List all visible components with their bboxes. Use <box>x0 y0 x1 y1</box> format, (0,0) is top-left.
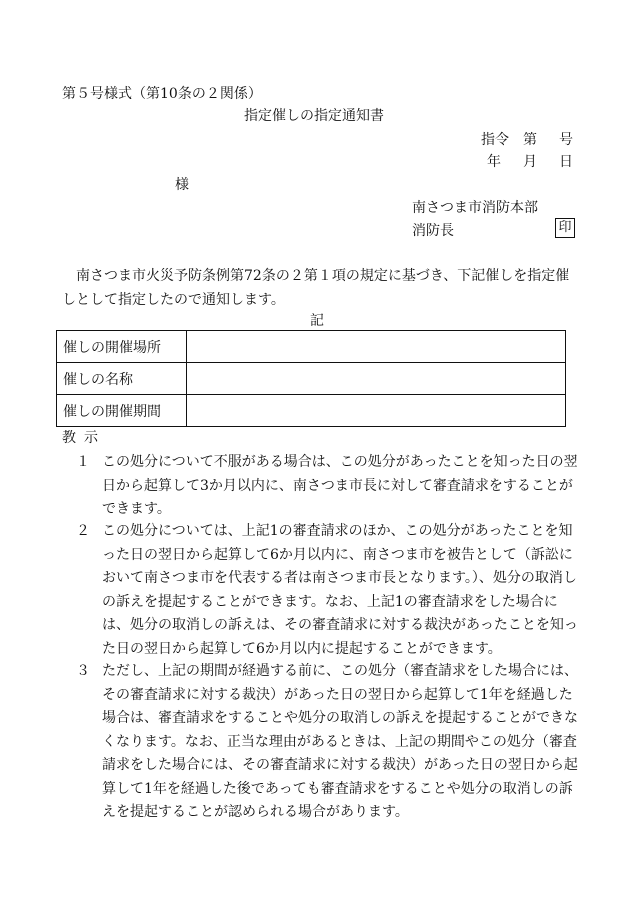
document-title: 指定催しの指定通知書 <box>244 108 384 124</box>
date-line <box>477 152 573 172</box>
intro-paragraph: 南さつま市火災予防条例第72条の２第１項の規定に基づき、下記催しを指定催しとして指定したので通知します。 <box>62 268 570 308</box>
date-year: 年 <box>487 154 501 170</box>
notice-number-prefix: 指令 <box>481 132 509 148</box>
kyoji-item-number: ２ <box>76 523 90 539</box>
kyoji-item-text: この処分については、上記1の審査請求のほか、この処分があったことを知った日の翌日から起算して6か月以内に、南さつま市を被告として（訴訟において南さつま市を代表する者は南さつま市長となります。）、処分の取消しの訴えを提起することができます。なお、上記1の審査請求をした場合には、処分の取消しの訴えは、その審査請求に対する裁決があったことを知った日の翌日から起算して6か月以内に提起することができます。 <box>102 523 578 657</box>
kyoji-item-number: ３ <box>76 663 90 679</box>
event-period-field[interactable] <box>187 395 566 427</box>
form-number: 第５号様式（第10条の２関係） <box>62 86 262 102</box>
kyoji-item-text: この処分について不服がある場合は、この処分があったことを知った日の翌日から起算して3か月以内に、南さつま市長に対して審査請求をすることができます。 <box>102 454 578 517</box>
date-day: 日 <box>559 154 573 170</box>
seal-mark: 印 <box>555 218 575 238</box>
kyoji-item-number: １ <box>76 454 90 470</box>
kyoji-item <box>62 660 582 825</box>
sender-department: 南さつま市消防本部 <box>412 200 538 216</box>
table-label-cell: 催しの開催期間 <box>57 395 187 427</box>
date-month: 月 <box>523 154 537 170</box>
event-venue-field[interactable] <box>187 331 566 363</box>
table-label-cell: 催しの開催場所 <box>57 331 187 363</box>
notice-number-suffix: 号 <box>559 132 573 148</box>
kyoji-item <box>62 520 582 661</box>
table-row <box>57 395 566 427</box>
kyoji-item-text: ただし、上記の期間が経過する前に、この処分（審査請求をした場合には、その審査請求に対する裁決）があった日の翌日から起算して1年を経過した場合は、審査請求をすることや処分の取消しの訴えを提起することができなくなります。なお、正当な理由があるときは、上記の期間やこの処分（審査請求をした場合には、その審査請求に対する裁決）があった日の翌日から起算して1年を経過した後であっても審査請求をすることや処分の取消しの訴えを提起することが認められる場合があります。 <box>102 663 578 820</box>
ki-heading: 記 <box>310 313 324 329</box>
notice-number-line <box>471 130 573 150</box>
addressee-suffix: 様 <box>175 177 189 193</box>
table-row <box>57 363 566 395</box>
event-name-field[interactable] <box>187 363 566 395</box>
kyoji-heading: 教示 <box>62 430 106 446</box>
table-row <box>57 331 566 363</box>
notice-number-middle: 第 <box>523 132 537 148</box>
kyoji-item <box>62 451 582 522</box>
event-info-table <box>56 330 566 427</box>
table-label-cell: 催しの名称 <box>57 363 187 395</box>
sender-title: 消防長 <box>412 223 454 239</box>
